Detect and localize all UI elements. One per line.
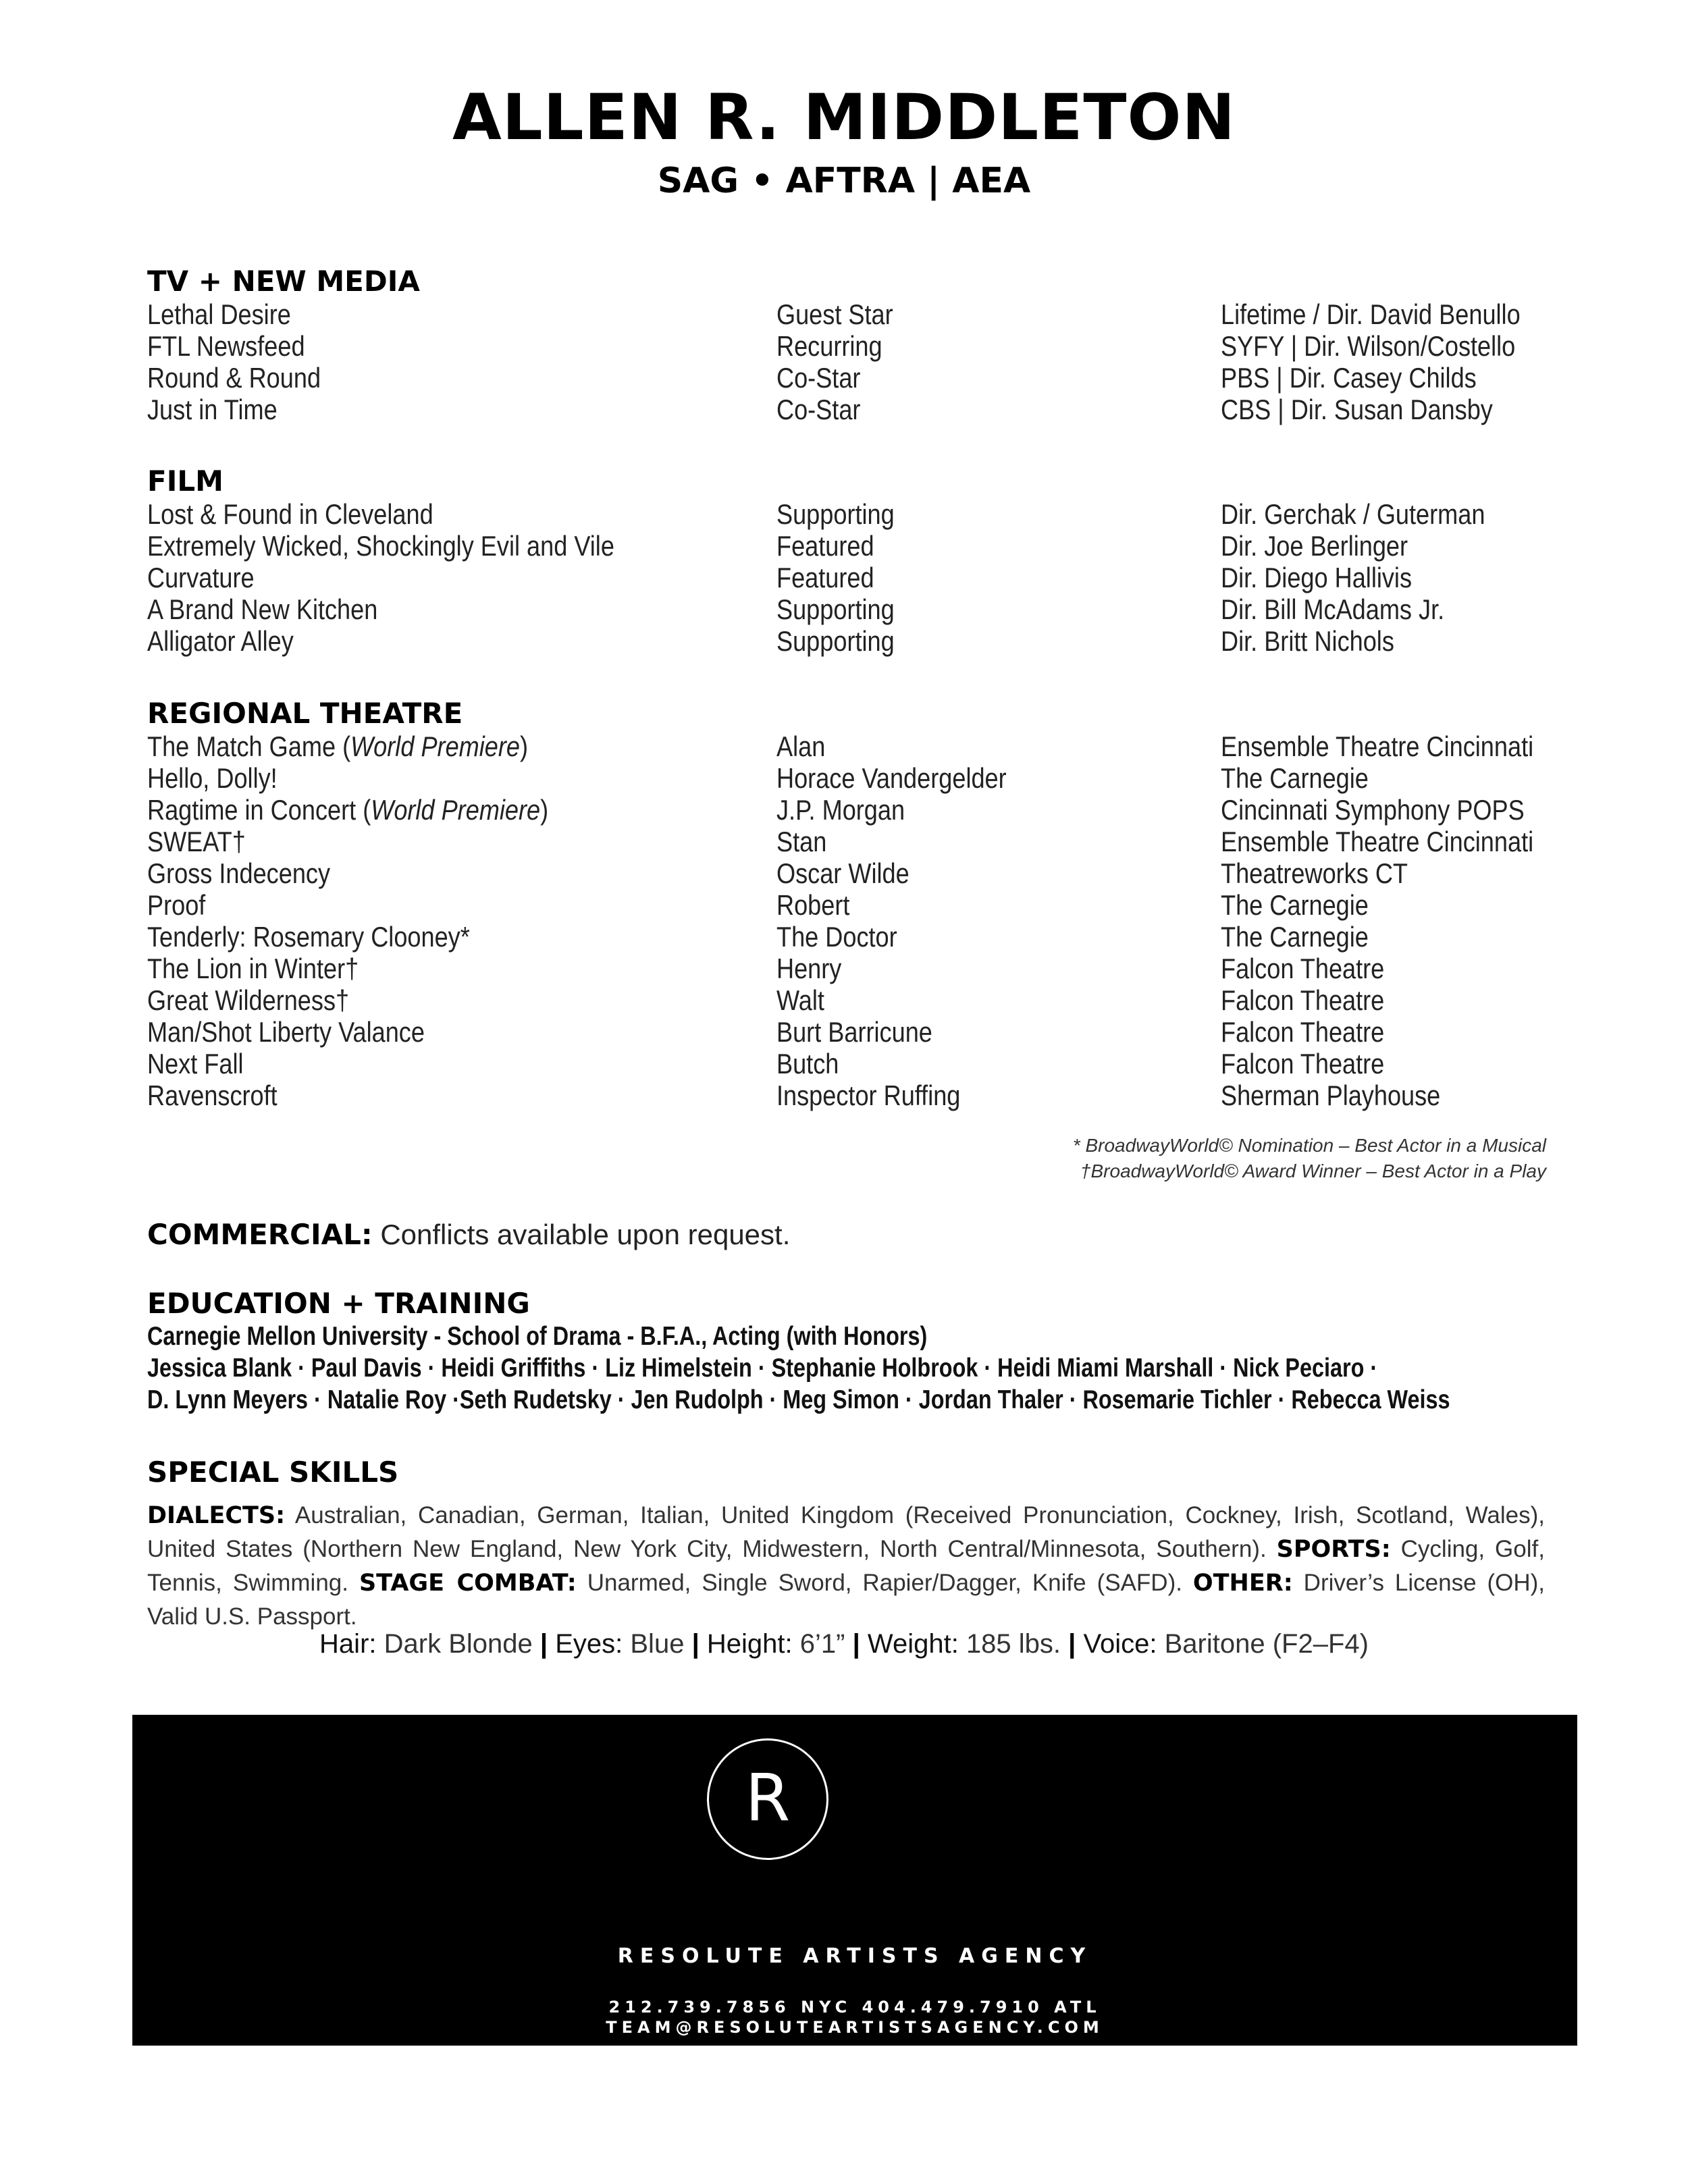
credit-title-wrap xyxy=(147,794,548,826)
voice-value: Baritone (F2–F4) xyxy=(1164,1629,1369,1659)
credit-role-text: Supporting xyxy=(776,498,895,530)
credit-venue-text: CBS | Dir. Susan Dansby xyxy=(1221,394,1493,425)
credit-venue xyxy=(1221,362,1518,394)
credit-title xyxy=(147,593,415,625)
credit-title-text: Round & Round xyxy=(147,362,321,394)
weight-label: Weight: xyxy=(867,1629,959,1659)
credit-venue-text: Dir. Diego Hallivis xyxy=(1221,562,1413,593)
credit-role xyxy=(776,921,917,953)
commercial-text: Conflicts available upon request. xyxy=(380,1219,791,1250)
credit-venue-text: The Carnegie xyxy=(1221,921,1369,953)
credit-venue xyxy=(1221,730,1585,762)
other-text: Driver’s License (OH), Valid U.S. Passport. xyxy=(147,1570,1546,1630)
credit-venue xyxy=(1221,498,1528,530)
credit-role xyxy=(776,1080,991,1111)
credit-row xyxy=(147,625,1545,657)
credit-venue xyxy=(1221,394,1537,425)
credit-title-text: Proof xyxy=(147,889,206,921)
credit-venue-text: Sherman Playhouse xyxy=(1221,1080,1441,1111)
dialects-label: DIALECTS: xyxy=(147,1502,286,1529)
credit-venue xyxy=(1221,625,1423,657)
stats-separator: | xyxy=(691,1629,700,1659)
credit-row xyxy=(147,953,1545,984)
theatre-credits xyxy=(147,730,1545,1111)
credit-role xyxy=(776,330,899,362)
agency-contact xyxy=(132,1997,1577,2037)
credit-title-text: Man/Shot Liberty Valance xyxy=(147,1016,425,1048)
credit-role-text: Horace Vandergelder xyxy=(776,762,1007,794)
credit-venue-text: Ensemble Theatre Cincinnati xyxy=(1221,826,1534,857)
footnote-winner: †BroadwayWorld© Award Winner – Best Actor in a Play xyxy=(1080,1161,1546,1181)
credit-title-text: Gross Indecency xyxy=(147,857,331,889)
credit-row xyxy=(147,530,1545,562)
credit-title xyxy=(147,794,614,826)
credit-venue-text: Falcon Theatre xyxy=(1221,1048,1385,1080)
section-heading-skills: SPECIAL SKILLS xyxy=(147,1456,399,1489)
credit-venue xyxy=(1221,857,1438,889)
weight-value: 185 lbs. xyxy=(966,1629,1061,1659)
agency-phones: 212.739.7856 NYC 404.479.7910 ATL xyxy=(608,1998,1101,2017)
tv-section xyxy=(147,265,1545,425)
credit-title xyxy=(147,362,349,394)
credit-venue xyxy=(1221,298,1569,330)
credit-title-wrap xyxy=(147,730,528,762)
credit-row xyxy=(147,1048,1545,1080)
credit-title xyxy=(147,826,262,857)
credit-venue-text: SYFY | Dir. Wilson/Costello xyxy=(1221,330,1516,362)
credit-title xyxy=(147,730,590,762)
credit-title xyxy=(147,298,314,330)
credit-role xyxy=(776,562,890,593)
credit-role-text: Oscar Wilde xyxy=(776,857,909,889)
hair-label: Hair: xyxy=(319,1629,377,1659)
credit-role xyxy=(776,362,874,394)
credit-title xyxy=(147,889,215,921)
voice-label: Voice: xyxy=(1083,1629,1157,1659)
commercial-label: COMMERCIAL: xyxy=(147,1218,373,1251)
credit-row xyxy=(147,498,1545,530)
union-affiliations: SAG • AFTRA | AEA xyxy=(657,161,1031,201)
actor-name: ALLEN R. MIDDLETON xyxy=(452,81,1236,155)
credit-role xyxy=(776,298,912,330)
stats-separator: | xyxy=(1068,1629,1076,1659)
credit-role xyxy=(776,762,1044,794)
credit-role xyxy=(776,826,835,857)
credit-role-text: Robert xyxy=(776,889,850,921)
credit-venue-text: Falcon Theatre xyxy=(1221,1016,1385,1048)
credit-title-close: ) xyxy=(540,794,549,826)
teachers-line-1 xyxy=(147,1352,1545,1384)
credit-row xyxy=(147,762,1545,794)
credit-row xyxy=(147,889,1545,921)
teachers-line-2-text: D. Lynn Meyers · Natalie Roy ·Seth Rudetsky · Jen Rudolph · Meg Simon · Jordan Thaler · Rosemarie Tichler · Rebecca Weiss xyxy=(147,1385,1450,1414)
credit-row xyxy=(147,826,1545,857)
height-label: Height: xyxy=(706,1629,793,1659)
education-degree-text: Carnegie Mellon University - School of Drama - B.F.A., Acting (with Honors) xyxy=(147,1322,928,1351)
credit-role xyxy=(776,593,914,625)
credit-title xyxy=(147,498,480,530)
credit-venue-text: Dir. Bill McAdams Jr. xyxy=(1221,593,1445,625)
credit-title-close: ) xyxy=(519,730,529,762)
section-heading-film: FILM xyxy=(147,464,223,498)
credit-title xyxy=(147,530,691,562)
sports-text: Cycling, Golf, Tennis, Swimming. xyxy=(147,1536,1545,1596)
credit-row xyxy=(147,394,1545,425)
credit-venue xyxy=(1221,826,1585,857)
credit-role-text: Supporting xyxy=(776,625,895,657)
credit-venue xyxy=(1221,1080,1476,1111)
credit-title-text: Extremely Wicked, Shockingly Evil and Vile xyxy=(147,530,614,562)
credit-title-text: Hello, Dolly! xyxy=(147,762,278,794)
credit-title xyxy=(147,1080,298,1111)
agency-logo-letter: R xyxy=(745,1760,791,1836)
credit-venue-text: The Carnegie xyxy=(1221,889,1369,921)
credit-title xyxy=(147,762,298,794)
eyes-label: Eyes: xyxy=(555,1629,623,1659)
credit-role-text: Supporting xyxy=(776,593,895,625)
credit-title-text: The Lion in Winter† xyxy=(147,953,359,984)
credit-title-text: Lethal Desire xyxy=(147,298,291,330)
credit-role xyxy=(776,953,852,984)
credit-title xyxy=(147,330,331,362)
credit-venue-text: PBS | Dir. Casey Childs xyxy=(1221,362,1477,394)
credit-title-text: Lost & Found in Cleveland xyxy=(147,498,433,530)
credit-role-text: The Doctor xyxy=(776,921,897,953)
credit-venue-text: Falcon Theatre xyxy=(1221,984,1385,1016)
credit-role-text: Burt Barricune xyxy=(776,1016,932,1048)
credit-role-text: Co-Star xyxy=(776,394,861,425)
stats-separator: | xyxy=(852,1629,860,1659)
credit-title-text: FTL Newsfeed xyxy=(147,330,305,362)
credit-role-text: Walt xyxy=(776,984,824,1016)
credit-venue-text: Dir. Britt Nichols xyxy=(1221,625,1394,657)
credit-venue xyxy=(1221,984,1411,1016)
credit-title-text: The Match Game ( xyxy=(147,730,351,762)
credit-venue xyxy=(1221,530,1438,562)
credit-venue-text: Falcon Theatre xyxy=(1221,953,1385,984)
credit-role xyxy=(776,625,914,657)
credit-role-text: Guest Star xyxy=(776,298,893,330)
eyes-value: Blue xyxy=(630,1629,685,1659)
credit-row xyxy=(147,593,1545,625)
credit-role xyxy=(776,530,890,562)
credit-role xyxy=(776,394,874,425)
skills-paragraph xyxy=(147,1499,1545,1634)
award-footnotes xyxy=(1073,1133,1546,1184)
credit-role-text: Butch xyxy=(776,1048,839,1080)
credit-title-text: Curvature xyxy=(147,562,255,593)
credit-role xyxy=(776,1016,957,1048)
world-premiere-note: World Premiere xyxy=(371,794,541,826)
credit-title xyxy=(147,562,271,593)
dialects-text: Australian, Canadian, German, Italian, United Kingdom (Received Pronunciation, Cockney, Irish, Scotland, Wales), United States (Northern New England, New York City, Midwestern, North Central/Minnesota, Southern). xyxy=(147,1502,1545,1562)
credit-title-text: Great Wilderness† xyxy=(147,984,350,1016)
teachers-line-1-text: Jessica Blank · Paul Davis · Heidi Griffiths · Liz Himelstein · Stephanie Holbrook · Heidi Miami Marshall · Nick Peciaro · xyxy=(147,1354,1378,1383)
teachers-line-2 xyxy=(147,1384,1545,1416)
credit-title-text: Ravenscroft xyxy=(147,1080,278,1111)
credit-row xyxy=(147,562,1545,593)
commercial-line xyxy=(147,1218,790,1252)
credit-role xyxy=(776,1048,849,1080)
credit-role-text: Featured xyxy=(776,530,874,562)
credit-row xyxy=(147,1016,1545,1048)
credit-role xyxy=(776,730,833,762)
education-section xyxy=(147,1287,1545,1416)
credit-title-text: Alligator Alley xyxy=(147,625,294,657)
section-heading-theatre: REGIONAL THEATRE xyxy=(147,697,463,730)
credit-venue xyxy=(1221,762,1392,794)
credit-title xyxy=(147,394,298,425)
credit-title-text: Just in Time xyxy=(147,394,278,425)
credit-row xyxy=(147,857,1545,889)
credit-title xyxy=(147,921,523,953)
footnote-nomination: * BroadwayWorld© Nomination – Best Actor in a Musical xyxy=(1072,1135,1546,1156)
credit-venue xyxy=(1221,889,1392,921)
height-value: 6’1” xyxy=(799,1629,845,1659)
credit-venue-text: Dir. Joe Berlinger xyxy=(1221,530,1408,562)
credit-title-text: A Brand New Kitchen xyxy=(147,593,378,625)
credit-venue xyxy=(1221,1048,1411,1080)
credit-role-text: Inspector Ruffing xyxy=(776,1080,961,1111)
credit-title-text: Next Fall xyxy=(147,1048,244,1080)
credit-venue-text: Cincinnati Symphony POPS xyxy=(1221,794,1525,826)
credit-role-text: Stan xyxy=(776,826,827,857)
tv-credits xyxy=(147,298,1545,425)
credit-row xyxy=(147,984,1545,1016)
credit-venue xyxy=(1221,330,1563,362)
credit-title xyxy=(147,857,360,889)
credit-title xyxy=(147,953,393,984)
skills-heading-wrap xyxy=(147,1456,1545,1489)
credit-title xyxy=(147,625,317,657)
stats-separator: | xyxy=(539,1629,548,1659)
physical-stats xyxy=(0,1627,1688,1661)
credit-role xyxy=(776,984,832,1016)
credit-venue-text: Ensemble Theatre Cincinnati xyxy=(1221,730,1534,762)
education-degree xyxy=(147,1321,1545,1352)
credit-role-text: Henry xyxy=(776,953,842,984)
credit-row xyxy=(147,794,1545,826)
credit-title xyxy=(147,1016,470,1048)
film-section xyxy=(147,464,1545,657)
agency-email: TEAM@RESOLUTEARTISTSAGENCY.COM xyxy=(606,2018,1104,2037)
credit-title-text: Tenderly: Rosemary Clooney* xyxy=(147,921,470,953)
credit-title xyxy=(147,1048,259,1080)
credit-venue-text: Dir. Gerchak / Guterman xyxy=(1221,498,1485,530)
credit-venue xyxy=(1221,794,1574,826)
agency-name: RESOLUTE ARTISTS AGENCY xyxy=(617,1944,1092,1968)
credit-role-text: Alan xyxy=(776,730,826,762)
credit-title xyxy=(147,984,382,1016)
credit-row xyxy=(147,298,1545,330)
credit-role xyxy=(776,857,931,889)
credit-row xyxy=(147,730,1545,762)
agency-banner xyxy=(132,1715,1577,2046)
credit-venue xyxy=(1221,562,1443,593)
credit-row xyxy=(147,921,1545,953)
combat-label: STAGE COMBAT: xyxy=(359,1570,577,1597)
credit-role xyxy=(776,794,926,826)
credit-title-text: SWEAT† xyxy=(147,826,246,857)
credit-role-text: Featured xyxy=(776,562,874,593)
theatre-section xyxy=(147,697,1545,1111)
credit-role xyxy=(776,498,914,530)
credit-venue-text: The Carnegie xyxy=(1221,762,1369,794)
world-premiere-note: World Premiere xyxy=(350,730,520,762)
credit-venue xyxy=(1221,593,1481,625)
credit-venue-text: Theatreworks CT xyxy=(1221,857,1408,889)
film-credits xyxy=(147,498,1545,657)
sports-label: SPORTS: xyxy=(1276,1536,1391,1563)
credit-title-text: Ragtime in Concert ( xyxy=(147,794,371,826)
credit-venue-text: Lifetime / Dir. David Benullo xyxy=(1221,298,1521,330)
credit-venue xyxy=(1221,921,1392,953)
credit-role-text: J.P. Morgan xyxy=(776,794,905,826)
hair-value: Dark Blonde xyxy=(384,1629,533,1659)
credit-row xyxy=(147,330,1545,362)
combat-text: Unarmed, Single Sword, Rapier/Dagger, Knife (SAFD). xyxy=(587,1570,1182,1596)
credit-venue xyxy=(1221,1016,1411,1048)
section-heading-education: EDUCATION + TRAINING xyxy=(147,1287,530,1320)
credit-row xyxy=(147,362,1545,394)
other-label: OTHER: xyxy=(1192,1570,1293,1597)
credit-role-text: Recurring xyxy=(776,330,882,362)
credit-role-text: Co-Star xyxy=(776,362,861,394)
section-heading-tv: TV + NEW MEDIA xyxy=(147,265,420,298)
credit-venue xyxy=(1221,953,1411,984)
credit-row xyxy=(147,1080,1545,1111)
credit-role xyxy=(776,889,862,921)
